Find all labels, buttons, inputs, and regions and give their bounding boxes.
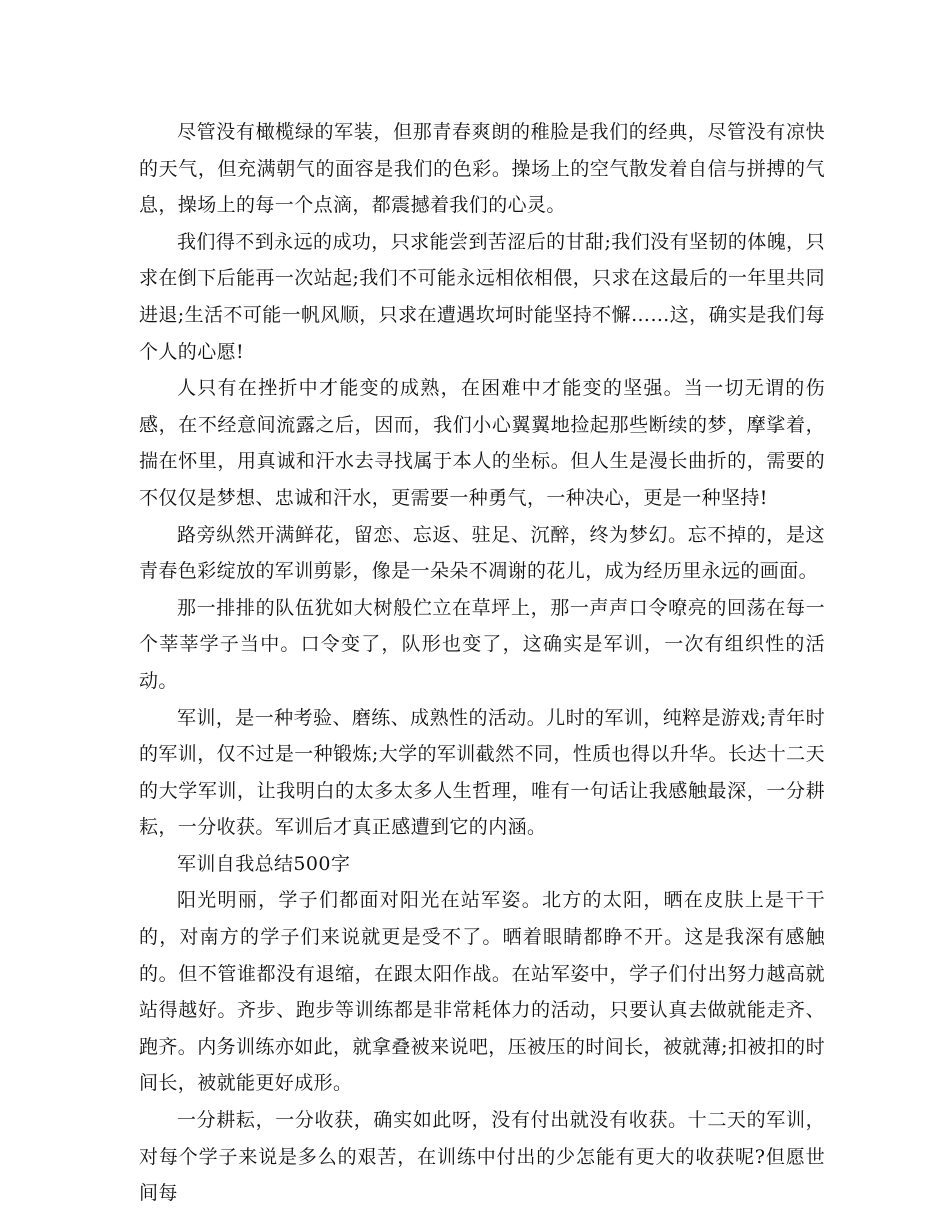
paragraph-7: 阳光明丽，学子们都面对阳光在站军姿。北方的太阳，晒在皮肤上是干干的，对南方的学子们来说就更是受不了。晒着眼睛都睁不开。这是我深有感触的。但不管谁都没有退缩，在跟太阳作战。在站军姿中，学子们付出努力越高就站得越好。齐步、跑步等训练都是非常耗体力的活动，只要认真去做就能走齐、跑齐。内务训练亦如此，就拿叠被来说吧，压被压的时间长，被就薄;扣被扣的时间长，被就能更好成形。	[139, 889, 825, 1095]
section-heading: 军训自我总结500字	[177, 852, 351, 875]
paragraph-4: 路旁纵然开满鲜花，留恋、忘返、驻足、沉醉，终为梦幻。忘不掉的，是这青春色彩绽放的军训剪影，像是一朵朵不凋谢的花儿，成为经历里永远的画面。	[139, 523, 825, 583]
paragraph-1: 尽管没有橄榄绿的军装，但那青春爽朗的稚脸是我们的经典，尽管没有凉快的天气，但充满朝气的面容是我们的色彩。操场上的空气散发着自信与拼搏的气息，操场上的每一个点滴，都震撼着我们的心灵。	[139, 121, 825, 217]
paragraph-2: 我们得不到永远的成功，只求能尝到苦涩后的甘甜;我们没有坚韧的体魄，只求在倒下后能再一次站起;我们不可能永远相依相偎，只求在这最后的一年里共同进退;生活不可能一帆风顺，只求在遭遇坎坷时能坚持不懈……这，确实是我们每个人的心愿!	[139, 230, 825, 363]
document-body	[139, 114, 825, 1212]
paragraph-5: 那一排排的队伍犹如大树般伫立在草坪上，那一声声口令嘹亮的回荡在每一个莘莘学子当中。口令变了，队形也变了，这确实是军训，一次有组织性的活动。	[139, 596, 825, 692]
paragraph-8: 一分耕耘，一分收获，确实如此呀，没有付出就没有收获。十二天的军训，对每个学子来说是多么的艰苦，在训练中付出的少怎能有更大的收获呢?但愿世间每	[139, 1109, 825, 1205]
paragraph-6: 军训，是一种考验、磨练、成熟性的活动。儿时的军训，纯粹是游戏;青年时的军训，仅不过是一种锻炼;大学的军训截然不同，性质也得以升华。长达十二天的大学军训，让我明白的太多太多人生哲理，唯有一句话让我感触最深，一分耕耘，一分收获。军训后才真正感遭到它的内涵。	[139, 706, 825, 839]
paragraph-3: 人只有在挫折中才能变的成熟，在困难中才能变的坚强。当一切无谓的伤感，在不经意间流露之后，因而，我们小心翼翼地捡起那些断续的梦，摩挲着，揣在怀里，用真诚和汗水去寻找属于本人的坐标。但人生是漫长曲折的，需要的不仅仅是梦想、忠诚和汗水，更需要一种勇气，一种决心，更是一种坚持!	[139, 377, 825, 509]
